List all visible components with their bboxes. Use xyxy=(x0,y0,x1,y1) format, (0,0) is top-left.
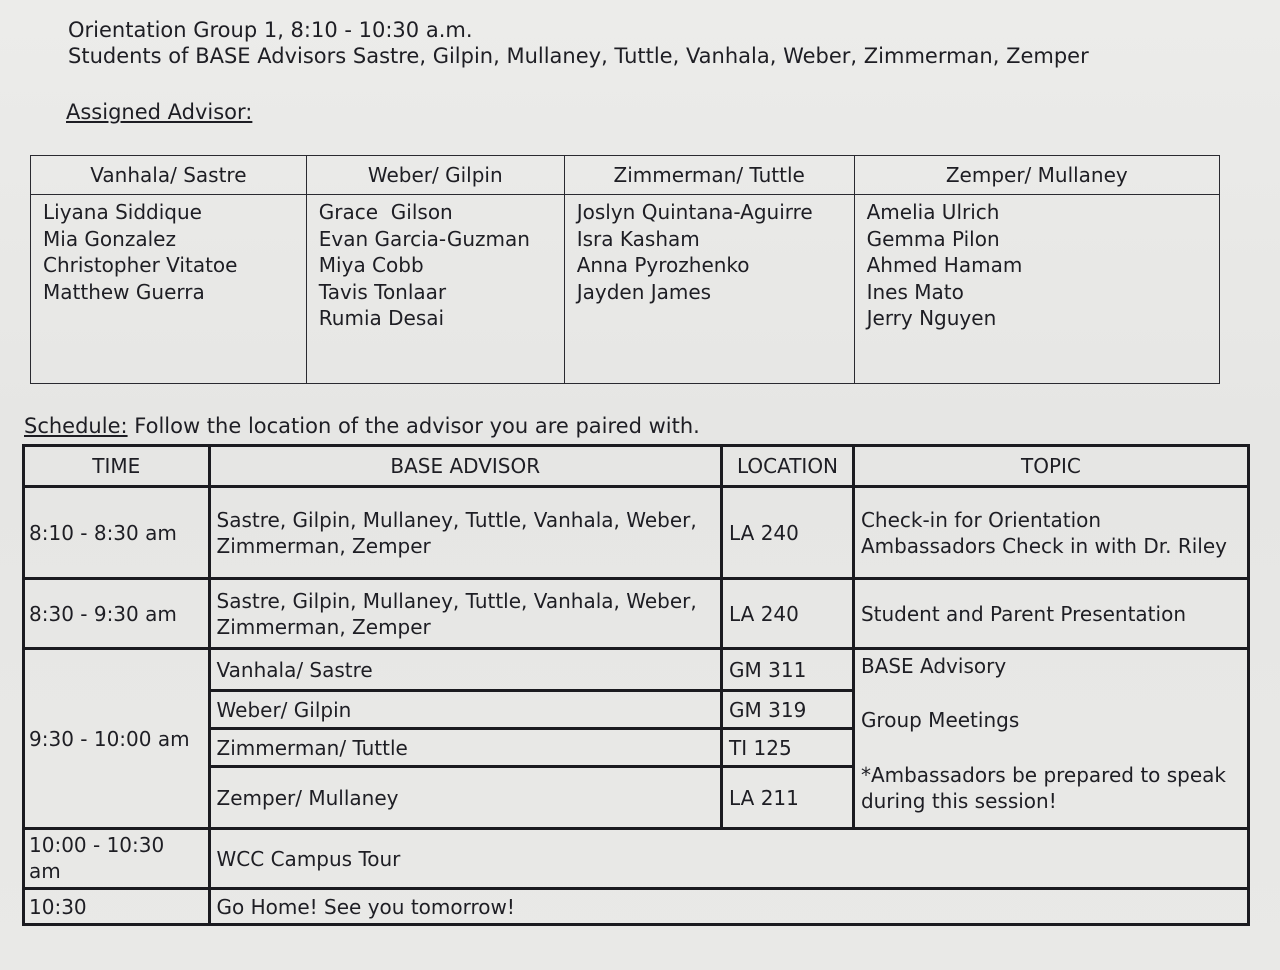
student-name: Matthew Guerra xyxy=(43,279,205,304)
topic-cell: Student and Parent Presentation xyxy=(853,579,1248,649)
student-name: Joslyn Quintana-Aguirre xyxy=(576,200,813,224)
time-cell: 10:00 - 10:30 am xyxy=(24,829,210,889)
time-cell: 8:30 - 9:30 am xyxy=(24,579,210,649)
topic-line: Check-in for Orientation xyxy=(860,507,1102,532)
schedule-table xyxy=(22,444,1250,926)
advisor-header: Vanhala/ Sastre xyxy=(31,156,307,195)
time-header: TIME xyxy=(24,446,210,487)
activity-cell: Go Home! See you tomorrow! xyxy=(209,889,1248,925)
location-cell: GM 311 xyxy=(722,649,854,691)
student-name: Jerry Nguyen xyxy=(866,306,997,330)
time-cell: 8:10 - 8:30 am xyxy=(24,487,210,579)
student-name: Gemma Pilon xyxy=(866,226,1000,251)
student-name: Evan Garcia-Guzman xyxy=(318,226,530,251)
student-name: Miya Cobb xyxy=(318,253,424,277)
student-name: Rumia Desai xyxy=(318,306,445,330)
student-list xyxy=(564,195,854,384)
advisor-cell: Vanhala/ Sastre xyxy=(209,649,722,691)
advisor-cell: Sastre, Gilpin, Mullaney, Tuttle, Vanhala, Weber, Zimmerman, Zemper xyxy=(209,487,722,579)
assigned-advisor-title: Assigned Advisor: xyxy=(66,100,253,124)
student-list xyxy=(306,195,564,384)
student-name: Grace Gilson xyxy=(318,200,453,224)
advisor-header: BASE ADVISOR xyxy=(209,446,722,487)
topic-line: BASE Advisory xyxy=(860,654,1007,678)
student-name: Jayden James xyxy=(576,279,712,304)
location-cell: GM 319 xyxy=(722,691,854,729)
advisor-header: Weber/ Gilpin xyxy=(306,156,564,195)
student-name: Liyana Siddique xyxy=(43,200,202,224)
advisor-cell: Zimmerman/ Tuttle xyxy=(209,729,722,767)
location-cell: TI 125 xyxy=(722,729,854,767)
assigned-advisor-table xyxy=(30,155,1220,384)
location-cell: LA 240 xyxy=(722,487,854,579)
topic-header: TOPIC xyxy=(853,446,1248,487)
advisor-header: Zemper/ Mullaney xyxy=(854,156,1219,195)
topic-cell xyxy=(853,487,1248,579)
schedule-label: Schedule: xyxy=(24,414,128,438)
location-cell: LA 240 xyxy=(722,579,854,649)
topic-cell xyxy=(853,649,1248,829)
student-list xyxy=(31,195,307,384)
time-cell: 9:30 - 10:00 am xyxy=(24,649,210,829)
advisor-cell: Sastre, Gilpin, Mullaney, Tuttle, Vanhala, Weber, Zimmerman, Zemper xyxy=(209,579,722,649)
student-name: Ahmed Hamam xyxy=(866,253,1023,277)
header-line-1: Orientation Group 1, 8:10 - 10:30 a.m. xyxy=(68,18,473,42)
student-name: Ines Mato xyxy=(866,279,964,304)
advisor-cell: Weber/ Gilpin xyxy=(209,691,722,729)
student-name: Amelia Ulrich xyxy=(866,200,1000,224)
topic-line: during this session! xyxy=(860,789,1057,813)
schedule-title xyxy=(24,414,700,438)
activity-cell: WCC Campus Tour xyxy=(209,829,1248,889)
student-name: Christopher Vitatoe xyxy=(43,253,238,277)
advisor-cell: Zemper/ Mullaney xyxy=(209,767,722,829)
topic-line: Ambassadors Check in with Dr. Riley xyxy=(860,533,1227,558)
schedule-instruction: Follow the location of the advisor you are paired with. xyxy=(134,414,700,438)
topic-line: Group Meetings xyxy=(860,708,1020,732)
topic-line: *Ambassadors be prepared to speak xyxy=(860,763,1227,787)
student-name: Anna Pyrozhenko xyxy=(576,253,750,277)
student-name: Tavis Tonlaar xyxy=(318,279,447,304)
advisor-header: Zimmerman/ Tuttle xyxy=(564,156,854,195)
location-cell: LA 211 xyxy=(722,767,854,829)
location-header: LOCATION xyxy=(722,446,854,487)
student-name: Mia Gonzalez xyxy=(43,226,176,251)
student-list xyxy=(854,195,1219,384)
student-name: Isra Kasham xyxy=(576,226,700,251)
time-cell: 10:30 xyxy=(24,889,210,925)
header-line-2: Students of BASE Advisors Sastre, Gilpin, Mullaney, Tuttle, Vanhala, Weber, Zimmerman, Zemper xyxy=(68,44,1089,68)
topic-note xyxy=(861,762,1241,814)
